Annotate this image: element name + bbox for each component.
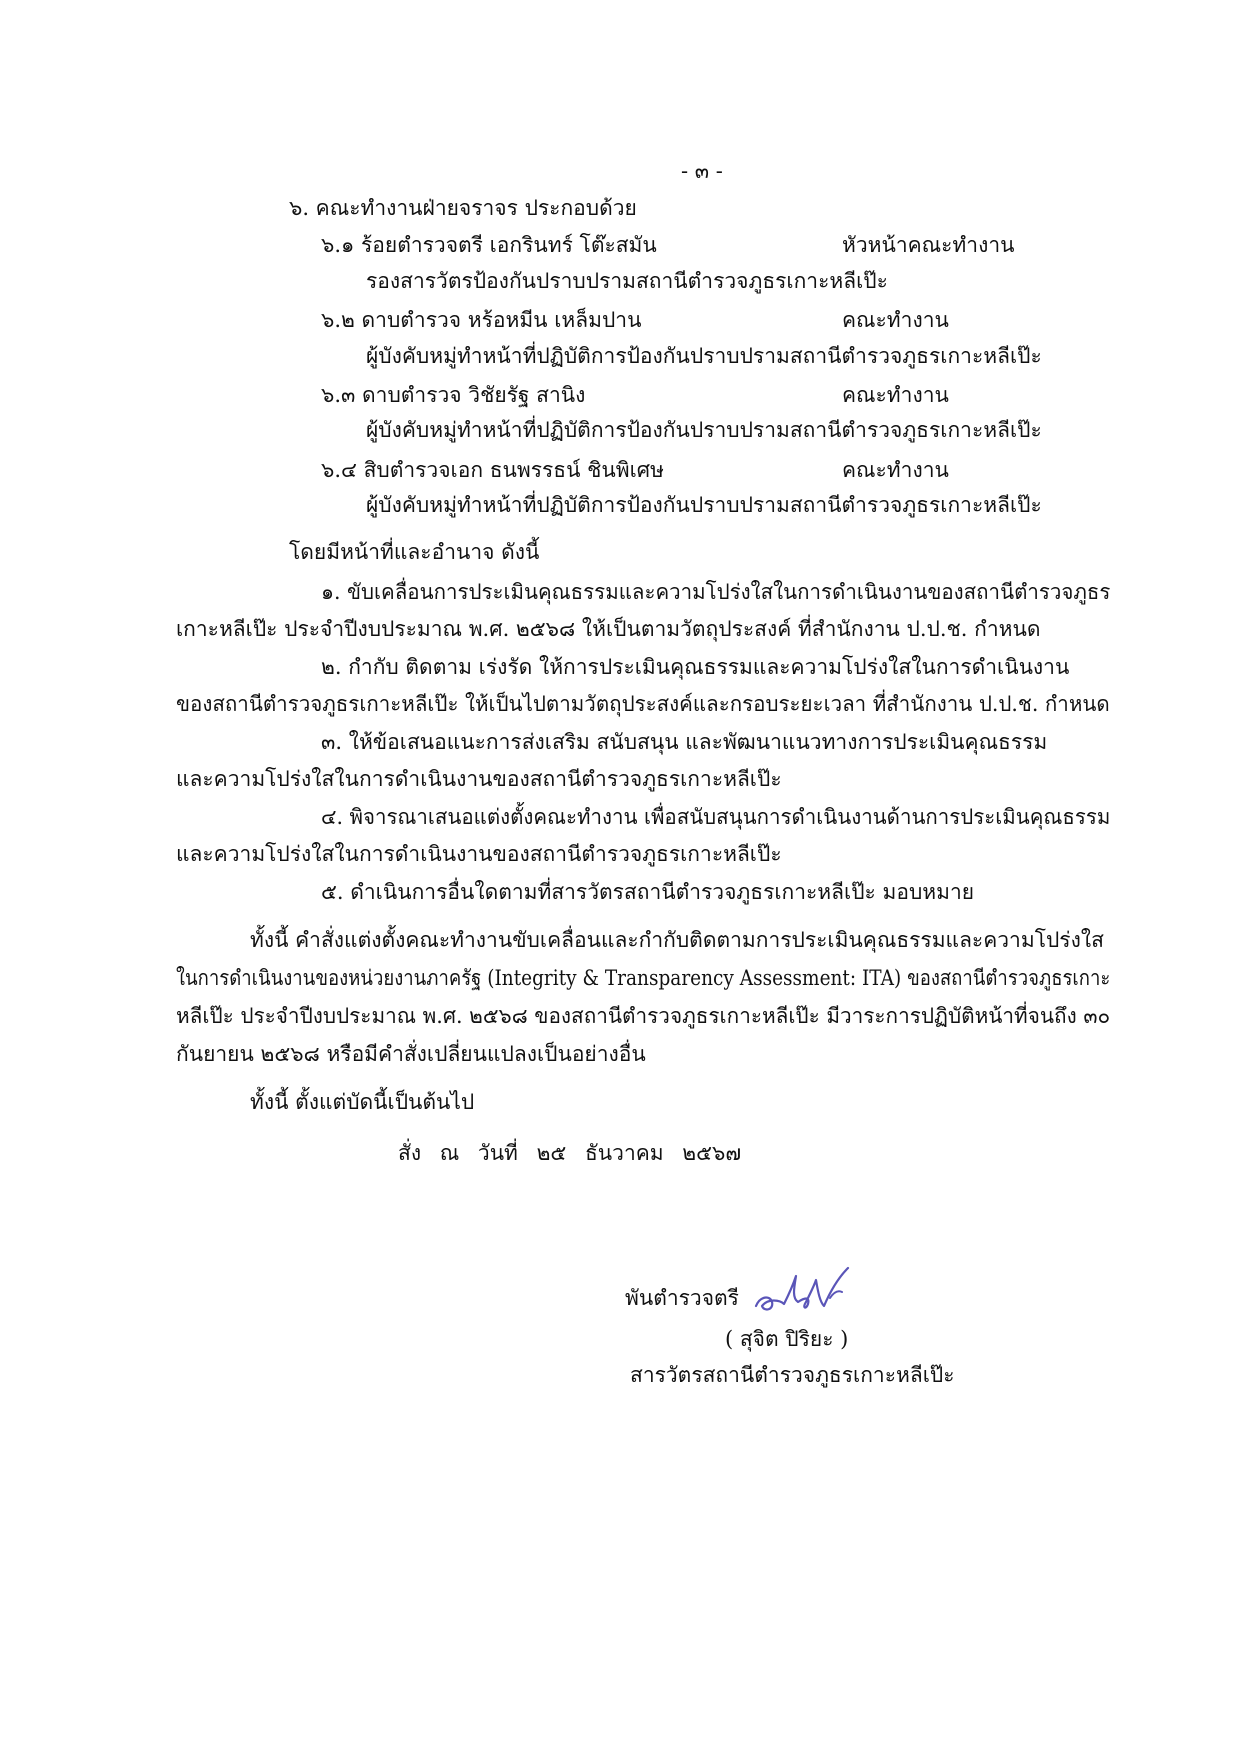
closing-line: กันยายน ๒๕๖๘ หรือมีคำสั่งเปลี่ยนแปลงเป็นอย่างอื่น <box>176 1042 646 1066</box>
closing-line: ในการดำเนินงานของหน่วยงานภาครัฐ (Integrity & Transparency Assessment: ITA) ของสถานีตำรวจภูธรเกาะ <box>176 966 1111 990</box>
duty-line: ๓. ให้ข้อเสนอแนะการส่งเสริม สนับสนุน และพัฒนาแนวทางการประเมินคุณธรรม <box>321 730 1048 754</box>
signer-position: สารวัตรสถานีตำรวจภูธรเกาะหลีเป๊ะ <box>630 1363 955 1387</box>
duties-intro: โดยมีหน้าที่และอำนาจ ดังนี้ <box>289 540 540 564</box>
member-position: ผู้บังคับหมู่ทำหน้าที่ปฏิบัติการป้องกันปราบปรามสถานีตำรวจภูธรเกาะหลีเป๊ะ <box>366 418 1042 442</box>
signature-icon <box>750 1262 860 1322</box>
closing-line: หลีเป๊ะ ประจำปีงบประมาณ พ.ศ. ๒๕๖๘ ของสถานีตำรวจภูธรเกาะหลีเป๊ะ มีวาระการปฏิบัติหน้าที่จนถึง ๓๐ <box>176 1004 1111 1028</box>
member-name: ๖.๔ สิบตำรวจเอก ธนพรรธน์ ชินพิเศษ <box>321 458 664 482</box>
duty-line: ๔. พิจารณาเสนอแต่งตั้งคณะทำงาน เพื่อสนับสนุนการดำเนินงานด้านการประเมินคุณธรรม <box>321 805 1111 829</box>
member-role: คณะทำงาน <box>842 383 949 407</box>
signer-name: ( สุจิต ปิริยะ ) <box>725 1327 849 1351</box>
member-position: ผู้บังคับหมู่ทำหน้าที่ปฏิบัติการป้องกันปราบปรามสถานีตำรวจภูธรเกาะหลีเป๊ะ <box>366 493 1042 517</box>
member-role: คณะทำงาน <box>842 458 949 482</box>
effective-statement: ทั้งนี้ ตั้งแต่บัดนี้เป็นต้นไป <box>250 1090 475 1114</box>
duty-line: ๑. ขับเคลื่อนการประเมินคุณธรรมและความโปร่งใสในการดำเนินงานของสถานีตำรวจภูธร <box>321 580 1111 604</box>
member-position: รองสารวัตรป้องกันปราบปรามสถานีตำรวจภูธรเกาะหลีเป๊ะ <box>366 269 888 293</box>
page-number: - ๓ - <box>681 159 723 183</box>
duty-line: ของสถานีตำรวจภูธรเกาะหลีเป๊ะ ให้เป็นไปตามวัตถุประสงค์และกรอบระยะเวลา ที่สำนักงาน ป.ป.ช. กำหนด <box>176 692 1110 716</box>
member-role: หัวหน้าคณะทำงาน <box>842 233 1015 257</box>
duty-line: และความโปร่งใสในการดำเนินงานของสถานีตำรวจภูธรเกาะหลีเป๊ะ <box>176 767 782 791</box>
signer-rank: พันตำรวจตรี <box>625 1286 739 1310</box>
member-role: คณะทำงาน <box>842 308 949 332</box>
section-heading: ๖. คณะทำงานฝ่ายจราจร ประกอบด้วย <box>289 196 637 220</box>
closing-line: ทั้งนี้ คำสั่งแต่งตั้งคณะทำงานขับเคลื่อนและกำกับติดตามการประเมินคุณธรรมและความโปร่งใส <box>250 928 1104 952</box>
member-name: ๖.๓ ดาบตำรวจ วิชัยรัฐ สานิง <box>321 383 586 407</box>
order-date: สั่ง ณ วันที่ ๒๕ ธันวาคม ๒๕๖๗ <box>398 1141 742 1165</box>
duty-line: และความโปร่งใสในการดำเนินงานของสถานีตำรวจภูธรเกาะหลีเป๊ะ <box>176 842 782 866</box>
duty-line: เกาะหลีเป๊ะ ประจำปีงบประมาณ พ.ศ. ๒๕๖๘ ให้เป็นตามวัตถุประสงค์ ที่สำนักงาน ป.ป.ช. กำหนด <box>176 617 1041 641</box>
member-position: ผู้บังคับหมู่ทำหน้าที่ปฏิบัติการป้องกันปราบปรามสถานีตำรวจภูธรเกาะหลีเป๊ะ <box>366 344 1042 368</box>
member-name: ๖.๑ ร้อยตำรวจตรี เอกรินทร์ โต๊ะสมัน <box>321 233 657 257</box>
duty-line: ๒. กำกับ ติดตาม เร่งรัด ให้การประเมินคุณธรรมและความโปร่งใสในการดำเนินงาน <box>321 655 1070 679</box>
duty-line: ๕. ดำเนินการอื่นใดตามที่สารวัตรสถานีตำรวจภูธรเกาะหลีเป๊ะ มอบหมาย <box>321 880 975 904</box>
member-name: ๖.๒ ดาบตำรวจ หร้อหมีน เหล็มปาน <box>321 308 642 332</box>
